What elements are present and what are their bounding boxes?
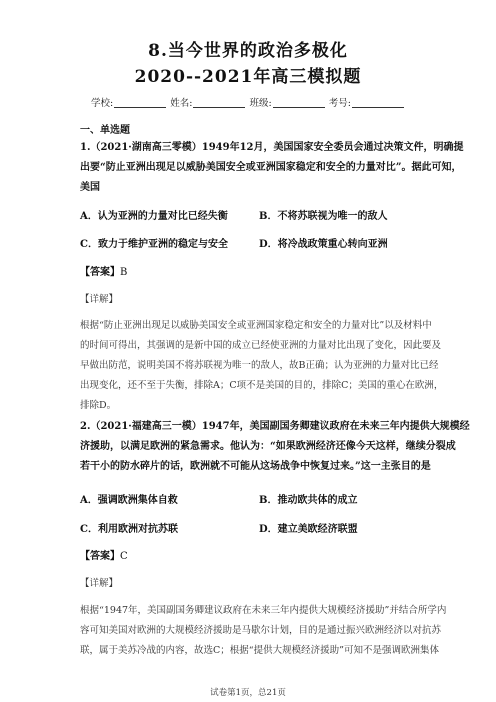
question-2-option-d: D．建立美欧经济联盟 [259,524,358,535]
explanation-line: 联，属于美苏冷战的内容，故选C；根据“提供大规模经济援助”可知不是强调欧洲集体 [80,645,439,656]
question-2-explanation [80,601,446,661]
question-line: 2.（2021·福建高三一模）1947年，美国副国务卿建议政府在未来三年内提供大规模经 [80,421,470,432]
explanation-line: 出现变化，还不至于失衡，排除A；C项不是美国的目的，排除C；美国的重心在欧洲， [80,380,444,391]
name-label: 姓名: [170,98,193,109]
question-2-answer [80,547,128,562]
explanation-line: 早做出防范，说明美国不将苏联视为唯一的敌人，故B正确；认为亚洲的力量对比已经 [80,360,439,371]
question-1-detail-label: 【详解】 [80,294,119,305]
question-2-detail-label: 【详解】 [80,578,119,589]
question-1-option-b: B．不将苏联视为唯一的敌人 [259,211,388,222]
question-1-option-c: C．致力于维护亚洲的稳定与安全 [80,239,228,250]
class-field[interactable] [273,98,325,108]
question-1-text [80,138,464,198]
answer-label: 【答案】 [80,267,120,278]
answer-value: B [120,267,128,278]
question-2-option-c: C．利用欧洲对抗苏联 [80,524,178,535]
explanation-line: 排除D。 [80,400,117,411]
answer-value: C [120,551,128,562]
question-line: 出要“防止亚洲出现足以威胁美国安全或亚洲国家稳定和安全的力量对比”。据此可知， [80,162,462,173]
document-subtitle: 2020--2021年高三模拟题 [134,67,362,87]
explanation-line: 的时间可得出，其强调的是新中国的成立已经使亚洲的力量对比出现了变化，因此要及 [80,340,442,351]
question-2-text [80,417,470,477]
school-field[interactable] [114,98,166,108]
section-heading: 一、单选题 [80,125,130,136]
exam-number-label: 考号: [328,98,351,109]
question-2-option-b: B．推动欧共体的成立 [259,495,358,506]
question-1-explanation [80,316,443,416]
name-field[interactable] [193,98,245,108]
question-line: 美国 [80,182,100,193]
class-label: 班级: [249,98,272,109]
explanation-line: 容可知美国对欧洲的大规模经济援助是马歇尔计划，目的是通过振兴欧洲经济以对抗苏 [80,625,442,636]
page-footer: 试卷第1页，总21页 [210,688,286,698]
exam-number-field[interactable] [352,98,404,108]
question-2-option-a: A．强调欧洲集体自救 [80,495,178,506]
explanation-line: 根据“防止亚洲出现足以威胁美国安全或亚洲国家稳定和安全的力量对比”以及材料中 [80,320,432,331]
student-info-line [0,95,496,109]
school-label: 学校: [91,98,114,109]
question-line: 1.（2021·湖南高三零模）1949年12月，美国国家安全委员会通过决策文件，明确提 [80,142,464,153]
answer-label: 【答案】 [80,551,120,562]
explanation-line: 根据“1947年，美国副国务卿建议政府在未来三年内提供大规模经济援助”并结合所学内 [80,605,447,616]
question-1-answer [80,263,127,278]
question-line: 济援助，以满足欧洲的紧急需求。他认为：“如果欧洲经济还像今天这样，继续分裂成 [80,441,456,452]
document-title: 8.当今世界的政治多极化 [148,41,348,61]
question-1-option-d: D．将冷战政策重心转向亚洲 [259,239,388,250]
question-1-option-a: A．认为亚洲的力量对比已经失衡 [80,211,228,222]
question-line: 若干小的防水碎片的话，欧洲就不可能从这场战争中恢复过来。”这一主张目的是 [80,461,431,472]
